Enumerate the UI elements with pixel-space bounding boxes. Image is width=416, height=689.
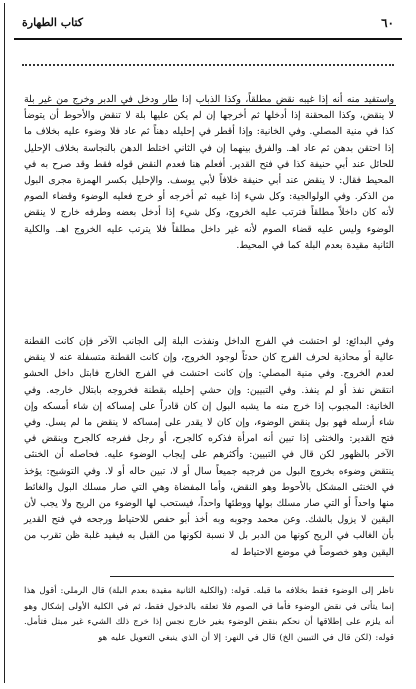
header-rule bbox=[14, 38, 402, 40]
page-header bbox=[22, 16, 394, 38]
book-title: كتاب الطهارة bbox=[22, 16, 84, 29]
dotted-separator bbox=[22, 64, 394, 66]
paragraph-1: واستفيد منه أنه إذا غيبه نقض مطلقاً، وكذا الذباب إذا طار ودخل في الدبر وخرج من غير بلة لا ينقض، وكذا المحقنة إذا أدخلها ثم أخرجها إن لم يكن عليها بلة لا تنقض والأحوط أن يتوضأ كذا في منية المصلي. وفي الخانية: وإذا أقطر في إحليله دهناً ثم عاد فلا وضوء عليه بخلاف ما إذا احتقن بدهن ثم عاد اهـ. والفرق بينهما إن في الثاني اختلط الدهن بالنجاسة بخلاف الإحليل للحائل عند أبي حنيفة كذا في فتح القدير. أفعلم هنا فعدم النقض قوله فقط وقد صرح به في المحيط فقال: لا ينقض عند أبي حنيفة خلافاً لأبي يوسف. والإحليل بكسر الهمزة مجرى البول من الذكر. وفي الولوالجية: وكل شيء إذا غيبه ثم أخرجه أو خرج فعليه الوضوء وقضاء الصوم لأنه كان داخلاً مطلقاً فترتب عليه الخروج، وكل شيء إذا أدخل بعضه وطرفه خارج لا ينقض الوضوء وليس عليه قضاء الصوم لأنه غير داخل مطلقاً فلا يترتب عليه الخروج اهـ. والكلية الثانية مقيدة بعدم البلة كما في المحيط. bbox=[24, 94, 394, 251]
paragraph-2: وفي البدائع: لو احتشت في الفرج الداخل ونفذت البلة إلى الجانب الآخر فإن كانت القطنة عالية أو محاذية لحرف الفرج كان حدثاً لوجود الخروج، وإن كانت القطنة متسفلة عنه لا ينقض لعدم الخروج. وفي منية المصلي: وإن كانت احتشت في الفرج الخارج فابتل داخل الحشو انتقض نفذ أو لم ينفذ. وفي التبيين: وإن حشي إحليله بقطنة فخروجه بابتلال خارجه. وفي الخانية: المجبوب إذا خرج منه ما يشبه البول إن كان قادراً على إمساكه إن شاء أمسكه وإن شاء أرسله فهو بول ينقض الوضوء، وإن كان لا يقدر على إمساكه لا ينقض ما لم يسل. وفي فتح القدير: والخنثى إذا تبين أنه امرأة فذكره كالجرح، أو رجل ففرجه كالجرح وينقض في الآخر بالظهور لكن قال في التبيين: وأكثرهم على إيجاب الوضوء عليه. فحاصله أن الخنثى ينتقض وضوءه بخروج البول من فرجيه جميعاً سال أو لا، تبين حاله أو لا. وفي التوشيح: يؤخذ في الخنثى المشكل بالأحوط وهو النقض، وأما المفضاة وهي التي صار مسلك البول والغائط منها واحداً أو التي صار مسلك بولها ووطئها واحداً، فيستحب لها الوضوء من الريح ولا يجب لأن اليقين لا يزول بالشك. وعن محمد وجوبه وبه أخذ أبو حفص للاحتياط ورجحه في فتح القدير بأن الغالب في الريح كونها من الدبر بل لا نسبة لكونها من القبل به فيفيد غلبة ظن تقرب من اليقين وهو خصوصاً في موضع الاحتياط له bbox=[24, 336, 394, 558]
page-number: ٦٠ bbox=[381, 16, 394, 30]
footnote-separator bbox=[110, 576, 394, 577]
footnotes: ناظر إلى الوضوء فقط بخلافه ما قبله. قوله: (والكلية الثانية مقيدة بعدم البلة) قال الرملي: أقول هذا إنما يتأتى في نقض الوضوء فأما في الصوم فلا تعلقه بالدخول فقط، ثم في الكلية الأولى إشكال وهو أنه يلزم على إطلاقها أن نحكم بنقض الوضوء بغير خارج نجس إذا خرج ذلك الشيء غير مبتل فتأمل. قوله: (لكن قال في التبيين الخ) قال في النهر: إلا أن الذي ينبغي التعويل عليه هو bbox=[24, 586, 394, 643]
